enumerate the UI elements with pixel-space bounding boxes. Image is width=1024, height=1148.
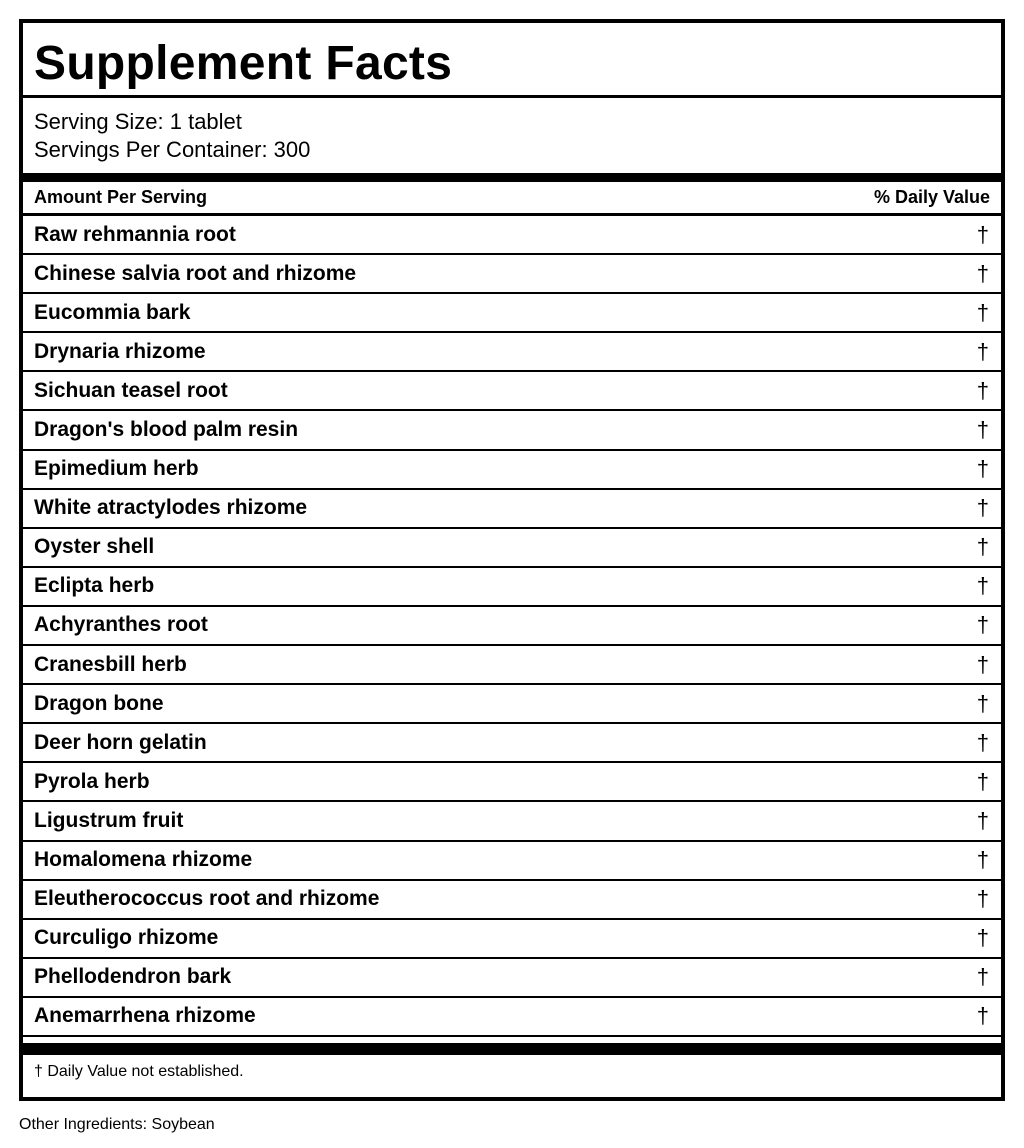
ingredient-row — [23, 607, 1001, 646]
ingredient-name: Achyranthes root — [34, 613, 208, 637]
ingredient-row — [23, 294, 1001, 333]
ingredient-daily-value: † — [976, 377, 989, 403]
thick-divider — [23, 173, 1001, 182]
ingredient-row — [23, 411, 1001, 450]
ingredient-name: Deer horn gelatin — [34, 730, 207, 754]
amount-per-serving-header: Amount Per Serving — [34, 187, 208, 207]
ingredient-daily-value: † — [976, 260, 989, 286]
ingredient-row — [23, 529, 1001, 568]
ingredient-name: Chinese salvia root and rhizome — [34, 261, 357, 285]
ingredient-name: Phellodendron bark — [34, 965, 232, 989]
ingredient-name: Curculigo rhizome — [34, 926, 219, 950]
ingredient-daily-value: † — [976, 768, 989, 794]
ingredient-daily-value: † — [976, 456, 989, 482]
supplement-facts-panel — [19, 19, 1005, 1101]
ingredient-row — [23, 998, 1001, 1037]
ingredient-name: Pyrola herb — [34, 769, 150, 793]
ingredient-name: Eclipta herb — [34, 574, 155, 598]
ingredient-row — [23, 490, 1001, 529]
ingredient-daily-value: † — [976, 612, 989, 638]
ingredient-daily-value: † — [976, 221, 989, 247]
serving-info — [23, 98, 1001, 173]
ingredient-row — [23, 763, 1001, 802]
ingredient-daily-value: † — [976, 417, 989, 443]
ingredient-name: Dragon's blood palm resin — [34, 418, 299, 442]
ingredient-row — [23, 646, 1001, 685]
ingredient-row — [23, 451, 1001, 490]
ingredient-name: Epimedium herb — [34, 457, 199, 481]
ingredient-daily-value: † — [976, 651, 989, 677]
ingredient-daily-value: † — [976, 534, 989, 560]
ingredient-name: Drynaria rhizome — [34, 339, 206, 363]
ingredient-daily-value: † — [976, 1003, 989, 1029]
ingredient-daily-value: † — [976, 690, 989, 716]
other-ingredients: Other Ingredients: Soybean — [19, 1116, 215, 1133]
ingredient-daily-value: † — [976, 886, 989, 912]
ingredient-row — [23, 842, 1001, 881]
ingredient-name: Dragon bone — [34, 691, 164, 715]
ingredient-daily-value: † — [976, 573, 989, 599]
ingredient-name: Sichuan teasel root — [34, 378, 228, 402]
ingredient-list — [23, 216, 1001, 1037]
ingredient-row — [23, 568, 1001, 607]
ingredient-name: White atractylodes rhizome — [34, 496, 308, 520]
ingredient-row — [23, 802, 1001, 841]
ingredient-row — [23, 724, 1001, 763]
ingredient-row — [23, 255, 1001, 294]
ingredient-daily-value: † — [976, 847, 989, 873]
ingredient-row — [23, 920, 1001, 959]
daily-value-header: % Daily Value — [873, 187, 990, 207]
ingredient-row — [23, 333, 1001, 372]
ingredient-row — [23, 959, 1001, 998]
ingredient-row — [23, 685, 1001, 724]
ingredient-daily-value: † — [976, 338, 989, 364]
ingredient-name: Eucommia bark — [34, 300, 191, 324]
ingredient-daily-value: † — [976, 495, 989, 521]
ingredient-row — [23, 216, 1001, 255]
ingredient-daily-value: † — [976, 925, 989, 951]
ingredient-daily-value: † — [976, 807, 989, 833]
ingredient-name: Raw rehmannia root — [34, 222, 236, 246]
servings-per-container: Servings Per Container: 300 — [34, 137, 311, 162]
ingredient-daily-value: † — [976, 964, 989, 990]
ingredient-name: Ligustrum fruit — [34, 808, 184, 832]
ingredient-row — [23, 372, 1001, 411]
ingredient-row — [23, 881, 1001, 920]
ingredient-daily-value: † — [976, 729, 989, 755]
ingredient-name: Oyster shell — [34, 535, 155, 559]
panel-title: Supplement Facts — [23, 23, 1001, 98]
serving-size: Serving Size: 1 tablet — [34, 109, 242, 134]
footnote: † Daily Value not established. — [34, 1062, 244, 1080]
ingredient-name: Eleutherococcus root and rhizome — [34, 887, 380, 911]
ingredient-name: Homalomena rhizome — [34, 848, 253, 872]
ingredient-name: Anemarrhena rhizome — [34, 1004, 256, 1028]
bottom-thick-divider — [23, 1043, 1001, 1055]
ingredient-name: Cranesbill herb — [34, 652, 187, 676]
column-header — [23, 182, 1001, 216]
ingredient-daily-value: † — [976, 299, 989, 325]
